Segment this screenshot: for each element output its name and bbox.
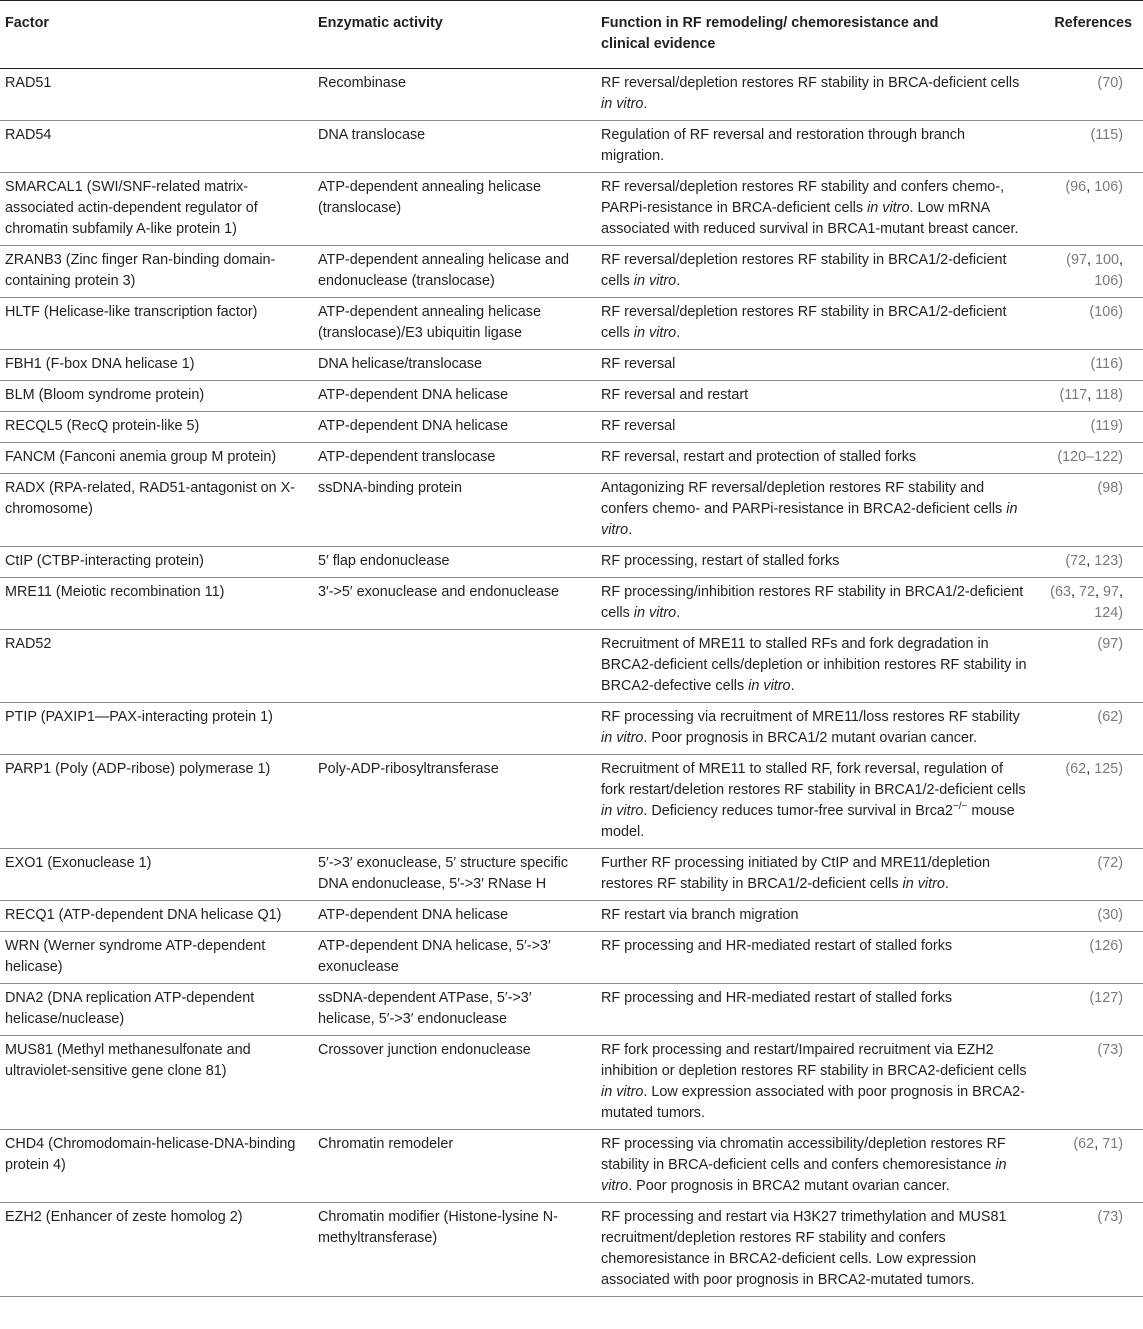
table-row [0,1203,1143,1297]
function-text: RF restart via branch migration [601,907,799,923]
factor-cell: CHD4 (Chromodomain-helicase-DNA-binding protein 4) [0,1130,313,1203]
enzymatic-activity-cell: ATP-dependent DNA helicase [313,381,596,412]
function-text: . Deficiency reduces tumor-free survival in Brca2 [643,803,953,819]
italic-text: in vitro [601,1084,644,1100]
function-cell [596,350,1036,381]
references-cell: (62) [1036,703,1143,755]
italic-text: in vitro [601,96,644,112]
header-enzymatic-activity: Enzymatic activity [313,1,596,69]
function-text: RF processing and restart via H3K27 trimethylation and MUS81 recruitment/depletion restores RF stability and confers chemoresistance in BRCA2-deficient cells. Low expression associated with poor prognosis in BRCA2-mutated tumors. [601,1209,1007,1288]
function-text: RF reversal and restart [601,387,749,403]
function-text: . Low mRNA associated with reduced survival in BRCA1-mutant breast cancer. [601,200,1019,237]
reference-link[interactable]: 100 [1094,252,1119,268]
factor-cell: EXO1 (Exonuclease 1) [0,849,313,901]
factor-cell: RAD51 [0,69,313,121]
function-cell [596,984,1036,1036]
italic-text: in vitro [633,605,677,621]
reference-link[interactable]: 106 [1094,273,1119,289]
function-cell [596,246,1036,298]
factor-cell: MUS81 (Methyl methanesulfonate and ultraviolet-sensitive gene clone 81) [0,1036,313,1130]
references-cell: (96, 106) [1036,173,1143,246]
enzymatic-activity-cell: ATP-dependent DNA helicase [313,412,596,443]
enzymatic-activity-cell: ssDNA-dependent ATPase, 5′->3′ helicase, 5′->3′ endonuclease [313,984,596,1036]
references-cell: (73) [1036,1036,1143,1130]
references-cell: (120–122) [1036,443,1143,474]
enzymatic-activity-cell: ATP-dependent DNA helicase [313,901,596,932]
enzymatic-activity-cell: ATP-dependent annealing helicase (translocase) [313,173,596,246]
reference-link[interactable]: 116 [1095,356,1119,372]
italic-text: in vitro [867,200,910,216]
function-text: RF processing via recruitment of MRE11/loss restores RF stability [601,709,1020,725]
function-text: RF reversal/depletion restores RF stability in BRCA-deficient cells [601,75,1020,91]
factor-cell: CtIP (CTBP-interacting protein) [0,547,313,578]
function-text: RF processing and HR-mediated restart of stalled forks [601,938,953,954]
enzymatic-activity-cell: 3′->5′ exonuclease and endonuclease [313,578,596,630]
reference-link[interactable]: 71 [1102,1136,1119,1152]
function-text: . [643,96,648,112]
references-cell: (97) [1036,630,1143,703]
factor-cell: ZRANB3 (Zinc finger Ran-binding domain-containing protein 3) [0,246,313,298]
reference-link[interactable]: 96 [1070,179,1087,195]
italic-text: in vitro [633,273,677,289]
references-cell: (116) [1036,350,1143,381]
function-text: . [628,522,633,538]
function-cell [596,849,1036,901]
function-text: RF reversal [601,356,676,372]
references-cell: (70) [1036,69,1143,121]
factor-cell: RAD54 [0,121,313,173]
enzymatic-activity-cell: Chromatin remodeler [313,1130,596,1203]
factor-cell: RECQL5 (RecQ protein-like 5) [0,412,313,443]
function-text: . [676,325,681,341]
enzymatic-activity-cell [313,703,596,755]
function-text: Regulation of RF reversal and restoration through branch migration. [601,127,965,164]
enzymatic-activity-cell: DNA translocase [313,121,596,173]
factor-cell: WRN (Werner syndrome ATP-dependent helicase) [0,932,313,984]
enzymatic-activity-cell: DNA helicase/translocase [313,350,596,381]
italic-text: in vitro [601,1157,1007,1194]
function-cell [596,412,1036,443]
enzymatic-activity-cell: ssDNA-binding protein [313,474,596,547]
function-text: RF reversal/depletion restores RF stability in BRCA1/2-deficient cells [601,304,1007,341]
references-cell: (62, 71) [1036,1130,1143,1203]
function-cell [596,901,1036,932]
function-text: RF reversal [601,418,676,434]
function-cell [596,69,1036,121]
table-row [0,1130,1143,1203]
table-row [0,984,1143,1036]
function-text: RF reversal/depletion restores RF stability in BRCA1/2-deficient cells [601,252,1007,289]
reference-link[interactable]: 73 [1102,1209,1119,1225]
reference-link[interactable]: 119 [1095,418,1119,434]
function-text: . Poor prognosis in BRCA1/2 mutant ovarian cancer. [643,730,977,746]
function-cell [596,443,1036,474]
reference-link[interactable]: 63 [1054,584,1071,600]
table-row [0,443,1143,474]
table-header-row [0,1,1143,69]
function-cell [596,298,1036,350]
table-row [0,849,1143,901]
reference-link[interactable]: 72 [1070,553,1087,569]
function-text: . Low expression associated with poor prognosis in BRCA2-mutated tumors. [601,1084,1025,1121]
table-row [0,246,1143,298]
references-cell: (63, 72, 97, 124) [1036,578,1143,630]
table-row [0,298,1143,350]
enzymatic-activity-cell: ATP-dependent annealing helicase (translocase)/E3 ubiquitin ligase [313,298,596,350]
italic-text: in vitro [601,730,644,746]
function-text: . Poor prognosis in BRCA2 mutant ovarian cancer. [628,1178,950,1194]
function-cell [596,578,1036,630]
reference-link[interactable]: 70 [1102,75,1119,91]
function-text: RF processing, restart of stalled forks [601,553,840,569]
factor-cell: FANCM (Fanconi anemia group M protein) [0,443,313,474]
reference-link[interactable]: 97 [1070,252,1087,268]
function-text: RF processing and HR-mediated restart of stalled forks [601,990,953,1006]
function-text: . [790,678,795,694]
function-cell [596,932,1036,984]
reference-link[interactable]: 125 [1094,761,1119,777]
function-text: . [676,273,681,289]
enzymatic-activity-cell: Poly-ADP-ribosyltransferase [313,755,596,849]
factor-cell: DNA2 (DNA replication ATP-dependent helicase/nuclease) [0,984,313,1036]
reference-link[interactable]: 106 [1094,304,1119,320]
function-text: Antagonizing RF reversal/depletion restores RF stability and confers chemo- and PARPi-resistance in BRCA2-deficient cells [601,480,1007,517]
function-text: RF reversal/depletion restores RF stability and confers chemo-, PARPi-resistance in BRCA-deficient cells [601,179,1005,216]
factor-cell: RAD52 [0,630,313,703]
reference-link[interactable]: 62 [1070,761,1087,777]
references-cell: (72, 123) [1036,547,1143,578]
enzymatic-activity-cell: 5′->3′ exonuclease, 5′ structure specific DNA endonuclease, 5′->3′ RNase H [313,849,596,901]
reference-link[interactable]: 120–122 [1062,449,1119,465]
references-cell: (72) [1036,849,1143,901]
italic-text: in vitro [601,803,644,819]
reference-link[interactable]: 118 [1095,387,1119,403]
function-cell [596,474,1036,547]
table-row [0,69,1143,121]
table-row [0,350,1143,381]
function-text: RF fork processing and restart/Impaired recruitment via EZH2 inhibition or depletion restores RF stability in BRCA2-deficient cells [601,1042,1027,1079]
references-cell: (126) [1036,932,1143,984]
factor-cell: PARP1 (Poly (ADP-ribose) polymerase 1) [0,755,313,849]
italic-text: in vitro [748,678,791,694]
enzymatic-activity-cell: Crossover junction endonuclease [313,1036,596,1130]
enzymatic-activity-cell: ATP-dependent translocase [313,443,596,474]
function-cell [596,381,1036,412]
function-text: RF processing via chromatin accessibility/depletion restores RF stability in BRCA-deficient cells and confers chemoresistance [601,1136,1006,1173]
reference-link[interactable]: 62 [1102,709,1119,725]
function-text: Recruitment of MRE11 to stalled RFs and fork degradation in BRCA2-deficient cells/depletion or inhibition restores RF stability in BRCA2-defective cells [601,636,1027,694]
function-cell [596,630,1036,703]
references-cell: (127) [1036,984,1143,1036]
references-cell: (73) [1036,1203,1143,1297]
table-row [0,173,1143,246]
factor-cell: HLTF (Helicase-like transcription factor) [0,298,313,350]
factor-cell: EZH2 (Enhancer of zeste homolog 2) [0,1203,313,1297]
table-row [0,1036,1143,1130]
reference-link[interactable]: 72 [1102,855,1119,871]
factor-cell: MRE11 (Meiotic recombination 11) [0,578,313,630]
table-row [0,703,1143,755]
reference-link[interactable]: 97 [1102,584,1119,600]
function-cell [596,121,1036,173]
reference-link[interactable]: 123 [1094,553,1119,569]
function-cell [596,173,1036,246]
enzymatic-activity-cell: ATP-dependent DNA helicase, 5′->3′ exonuclease [313,932,596,984]
references-cell: (98) [1036,474,1143,547]
table-row [0,578,1143,630]
reference-link[interactable]: 72 [1078,584,1095,600]
italic-text: in vitro [633,325,677,341]
table-row [0,630,1143,703]
function-cell [596,1036,1036,1130]
table-row [0,474,1143,547]
function-cell [596,1130,1036,1203]
references-cell: (115) [1036,121,1143,173]
factor-cell: PTIP (PAXIP1—PAX-interacting protein 1) [0,703,313,755]
function-cell [596,547,1036,578]
reference-link[interactable]: 73 [1102,1042,1119,1058]
function-text: mouse model. [601,803,1015,840]
factor-cell: BLM (Bloom syndrome protein) [0,381,313,412]
italic-text: in vitro [601,501,1018,538]
reference-link[interactable]: 115 [1095,127,1119,143]
header-references: References [1036,1,1143,69]
reference-link[interactable]: 98 [1102,480,1119,496]
function-text: RF reversal, restart and protection of stalled forks [601,449,917,465]
table-body [0,69,1143,1297]
enzymatic-activity-cell: Recombinase [313,69,596,121]
header-factor: Factor [0,1,313,69]
reference-link[interactable]: 127 [1094,990,1119,1006]
function-text: . [944,876,949,892]
reference-link[interactable]: 97 [1102,636,1119,652]
header-function: Function in RF remodeling/ chemoresistance and clinical evidence [596,1,1036,69]
reference-link[interactable]: 124 [1094,605,1119,621]
table-row [0,121,1143,173]
references-cell: (30) [1036,901,1143,932]
reference-link[interactable]: 117 [1064,387,1088,403]
table-row [0,381,1143,412]
table-row [0,901,1143,932]
references-cell: (97, 100, 106) [1036,246,1143,298]
function-text: Recruitment of MRE11 to stalled RF, fork reversal, regulation of fork restart/deletion restores RF stability in BRCA1/2-deficient cells [601,761,1026,798]
enzymatic-activity-cell [313,630,596,703]
enzymatic-activity-cell: Chromatin modifier (Histone-lysine N-methyltransferase) [313,1203,596,1297]
table-row [0,412,1143,443]
function-cell [596,755,1036,849]
references-cell: (62, 125) [1036,755,1143,849]
reference-link[interactable]: 126 [1094,938,1119,954]
table-row [0,932,1143,984]
factor-cell: FBH1 (F-box DNA helicase 1) [0,350,313,381]
reference-link[interactable]: 62 [1078,1136,1095,1152]
references-cell: (106) [1036,298,1143,350]
function-cell [596,1203,1036,1297]
table-row [0,755,1143,849]
function-cell [596,703,1036,755]
function-text: Further RF processing initiated by CtIP and MRE11/depletion restores RF stability in BRCA1/2-deficient cells [601,855,991,892]
function-text: RF processing/inhibition restores RF stability in BRCA1/2-deficient cells [601,584,1024,621]
reference-link[interactable]: 30 [1102,907,1119,923]
italic-text: in vitro [902,876,945,892]
reference-link[interactable]: 106 [1094,179,1119,195]
function-text: . [676,605,681,621]
factor-cell: RADX (RPA-related, RAD51-antagonist on X-chromosome) [0,474,313,547]
enzymatic-activity-cell: 5′ flap endonuclease [313,547,596,578]
factor-cell: RECQ1 (ATP-dependent DNA helicase Q1) [0,901,313,932]
factor-cell: SMARCAL1 (SWI/SNF-related matrix-associated actin-dependent regulator of chromatin subfamily A-like protein 1) [0,173,313,246]
superscript-text: −/− [952,801,968,813]
references-cell: (119) [1036,412,1143,443]
table-row [0,547,1143,578]
enzymatic-activity-cell: ATP-dependent annealing helicase and endonuclease (translocase) [313,246,596,298]
references-cell: (117, 118) [1036,381,1143,412]
